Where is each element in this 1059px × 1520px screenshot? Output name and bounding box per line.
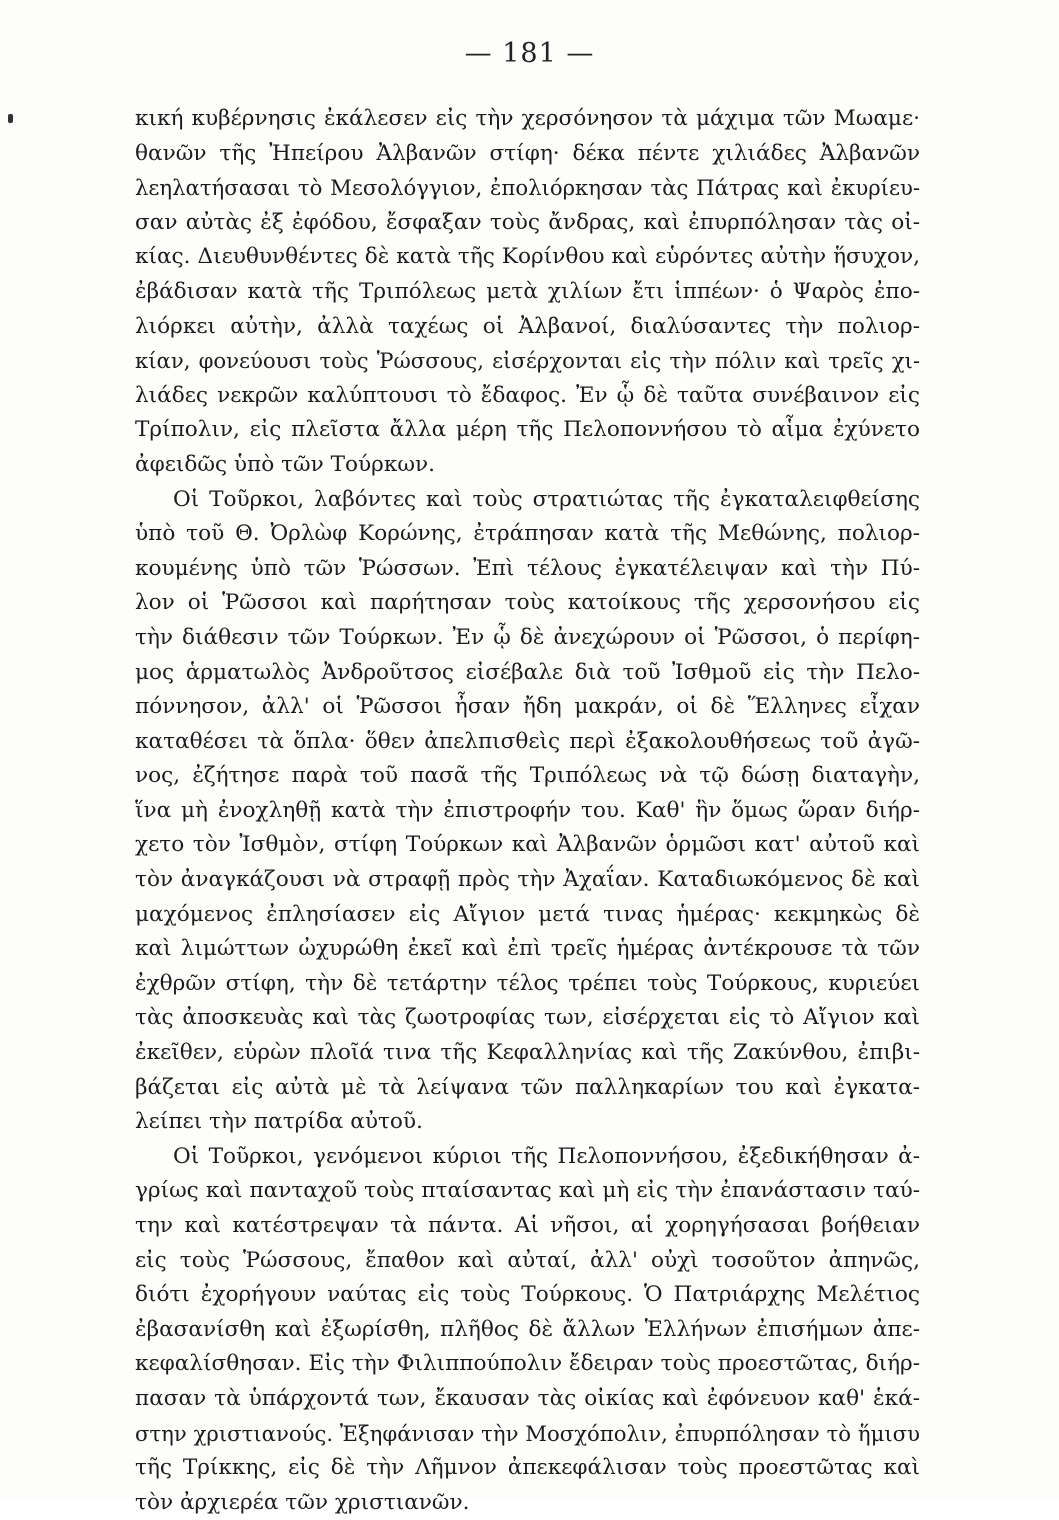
- text-line: λιόρκει αὐτὴν, ἀλλὰ ταχέως οἱ Ἀλβανοί, διαλύσαντες τὴν πολιορ-: [135, 313, 920, 339]
- text-line: κουμένης ὑπὸ τῶν Ῥώσσων. Ἐπὶ τέλους ἐγκατέλειψαν καὶ τὴν Πύ-: [135, 555, 920, 581]
- paragraph: [135, 483, 920, 1140]
- text-line: Τρίπολιν, εἰς πλεῖστα ἄλλα μέρη τῆς Πελοποννήσου τὸ αἷμα ἐχύνετο: [135, 417, 920, 443]
- margin-mark: [8, 114, 13, 123]
- text-line: κίαν, φονεύουσι τοὺς Ῥώσσους, εἰσέρχονται εἰς τὴν πόλιν καὶ τρεῖς χι-: [135, 348, 920, 374]
- text-line: ἐχθρῶν στίφη, τὴν δὲ τετάρτην τέλος τρέπει τοὺς Τούρκους, κυριεύει: [135, 970, 920, 996]
- text-line: λιάδες νεκρῶν καλύπτουσι τὸ ἔδαφος. Ἐν ᾧ δὲ ταῦτα συνέβαινον εἰς: [135, 382, 920, 408]
- text-line: κική κυβέρνησις ἐκάλεσεν εἰς τὴν χερσόνησον τὰ μάχιμα τῶν Μωαμε·: [135, 106, 920, 131]
- text-line: την καὶ κατέστρεψαν τὰ πάντα. Αἱ νῆσοι, αἱ χορηγήσασαι βοήθειαν: [135, 1213, 920, 1238]
- text-line: στην χριστιανούς. Ἐξηφάνισαν τὴν Μοσχόπολιν, ἐπυρπόλησαν τὸ ἥμισυ: [135, 1420, 920, 1446]
- text-line: μος ἁρματωλὸς Ἀνδροῦτσος εἰσέβαλε διὰ τοῦ Ἰσθμοῦ εἰς τὴν Πελο-: [135, 659, 920, 685]
- text-line: ἐβασανίσθη καὶ ἐξωρίσθη, πλῆθος δὲ ἄλλων Ἑλλήνων ἐπισήμων ἀπε-: [135, 1316, 920, 1342]
- text-line: κίας. Διευθυνθέντες δὲ κατὰ τῆς Κορίνθου καὶ εὑρόντες αὐτὴν ἥσυχον,: [135, 244, 920, 270]
- text-line: εἰς τοὺς Ῥώσσους, ἔπαθον καὶ αὐταί, ἀλλ' οὐχὶ τοσοῦτον ἀπηνῶς,: [135, 1247, 920, 1273]
- text-line: τὰς ἀποσκευὰς καὶ τὰς ζωοτροφίας των, εἰσέρχεται εἰς τὸ Αἴγιον καὶ: [135, 1005, 920, 1031]
- text-line: γρίως καὶ πανταχοῦ τοὺς πταίσαντας καὶ μὴ εἰς τὴν ἐπανάστασιν ταύ-: [135, 1178, 920, 1204]
- text-line: Οἱ Τοῦρκοι, γενόμενοι κύριοι τῆς Πελοποννήσου, ἐξεδικήθησαν ἀ-: [173, 1143, 920, 1169]
- text-line: πασαν τὰ ὑπάρχοντά των, ἔκαυσαν τὰς οἰκίας καὶ ἐφόνευον καθ' ἑκά-: [135, 1385, 920, 1411]
- text-line: λείπει τὴν πατρίδα αὐτοῦ.: [135, 1109, 423, 1135]
- text-line: ἐβάδισαν κατὰ τῆς Τριπόλεως μετὰ χιλίων ἔτι ἱππέων· ὁ Ψαρὸς ἐπο-: [135, 278, 920, 304]
- page-number: — 181 —: [464, 38, 595, 69]
- text-line: ἀφειδῶς ὑπὸ τῶν Τούρκων.: [135, 451, 435, 477]
- text-line: λεηλατήσασαι τὸ Μεσολόγγιον, ἐπολιόρκησαν τὰς Πάτρας καὶ ἐκυρίευ-: [135, 175, 920, 201]
- paragraph: [135, 102, 920, 483]
- body-text: [135, 102, 920, 1520]
- text-line: ὑπὸ τοῦ Θ. Ὀρλὼφ Κορώνης, ἐτράπησαν κατὰ τῆς Μεθώνης, πολιορ-: [135, 521, 920, 547]
- text-line: Οἱ Τοῦρκοι, λαβόντες καὶ τοὺς στρατιώτας τῆς ἐγκαταλειφθείσης: [173, 486, 920, 512]
- text-line: νος, ἐζήτησε παρὰ τοῦ πασᾶ τῆς Τριπόλεως νὰ τῷ δώσῃ διαταγὴν,: [135, 763, 920, 789]
- text-line: λον οἱ Ῥῶσσοι καὶ παρήτησαν τοὺς κατοίκους τῆς χερσονήσου εἰς: [135, 590, 920, 616]
- text-line: διότι ἐχορήγουν ναύτας εἰς τοὺς Τούρκους. Ὁ Πατριάρχης Μελέτιος: [135, 1282, 920, 1308]
- text-line: καὶ λιμώττων ὠχυρώθη ἐκεῖ καὶ ἐπὶ τρεῖς ἡμέρας ἀντέκρουσε τὰ τῶν: [135, 936, 920, 962]
- text-line: τῆς Τρίκκης, εἰς δὲ τὴν Λῆμνον ἀπεκεφάλισαν τοὺς προεστῶτας καὶ: [135, 1455, 920, 1481]
- paragraph: [135, 1140, 920, 1520]
- text-line: τὸν ἀρχιερέα τῶν χριστιανῶν.: [135, 1489, 470, 1515]
- text-line: ἐκεῖθεν, εὑρὼν πλοῖά τινα τῆς Κεφαλληνίας καὶ τῆς Ζακύνθου, ἐπιβι-: [135, 1040, 920, 1066]
- text-line: κεφαλίσθησαν. Εἰς τὴν Φιλιππούπολιν ἔδειραν τοὺς προεστῶτας, διήρ-: [135, 1351, 920, 1377]
- text-line: χετο τὸν Ἰσθμὸν, στίφη Τούρκων καὶ Ἀλβανῶν ὁρμῶσι κατ' αὐτοῦ καὶ: [135, 832, 920, 858]
- text-line: μαχόμενος ἐπλησίασεν εἰς Αἴγιον μετά τινας ἡμέρας· κεκμηκὼς δὲ: [135, 901, 920, 927]
- text-line: θανῶν τῆς Ἠπείρου Ἀλβανῶν στίφη· δέκα πέντε χιλιάδες Ἀλβανῶν: [135, 140, 920, 166]
- text-line: καταθέσει τὰ ὅπλα· ὅθεν ἀπελπισθεὶς περὶ ἐξακολουθήσεως τοῦ ἀγῶ-: [135, 728, 920, 754]
- text-line: βάζεται εἰς αὐτὰ μὲ τὰ λείψανα τῶν παλληκαρίων του καὶ ἐγκατα-: [135, 1074, 920, 1100]
- text-line: ἵνα μὴ ἐνοχληθῇ κατὰ τὴν ἐπιστροφήν του. Καθ' ἣν ὅμως ὥραν διήρ-: [135, 797, 920, 823]
- text-line: πόννησον, ἀλλ' οἱ Ῥῶσσοι ἦσαν ἤδη μακράν, οἱ δὲ Ἕλληνες εἶχαν: [135, 694, 920, 720]
- text-line: τὸν ἀναγκάζουσι νὰ στραφῇ πρὸς τὴν Ἀχαΐαν. Καταδιωκόμενος δὲ καὶ: [135, 867, 920, 893]
- text-line: σαν αὐτὰς ἐξ ἐφόδου, ἔσφαξαν τοὺς ἄνδρας, καὶ ἐπυρπόλησαν τὰς οἰ-: [135, 209, 920, 235]
- text-line: τὴν διάθεσιν τῶν Τούρκων. Ἐν ᾧ δὲ ἀνεχώρουν οἱ Ῥῶσσοι, ὁ περίφη-: [135, 624, 920, 650]
